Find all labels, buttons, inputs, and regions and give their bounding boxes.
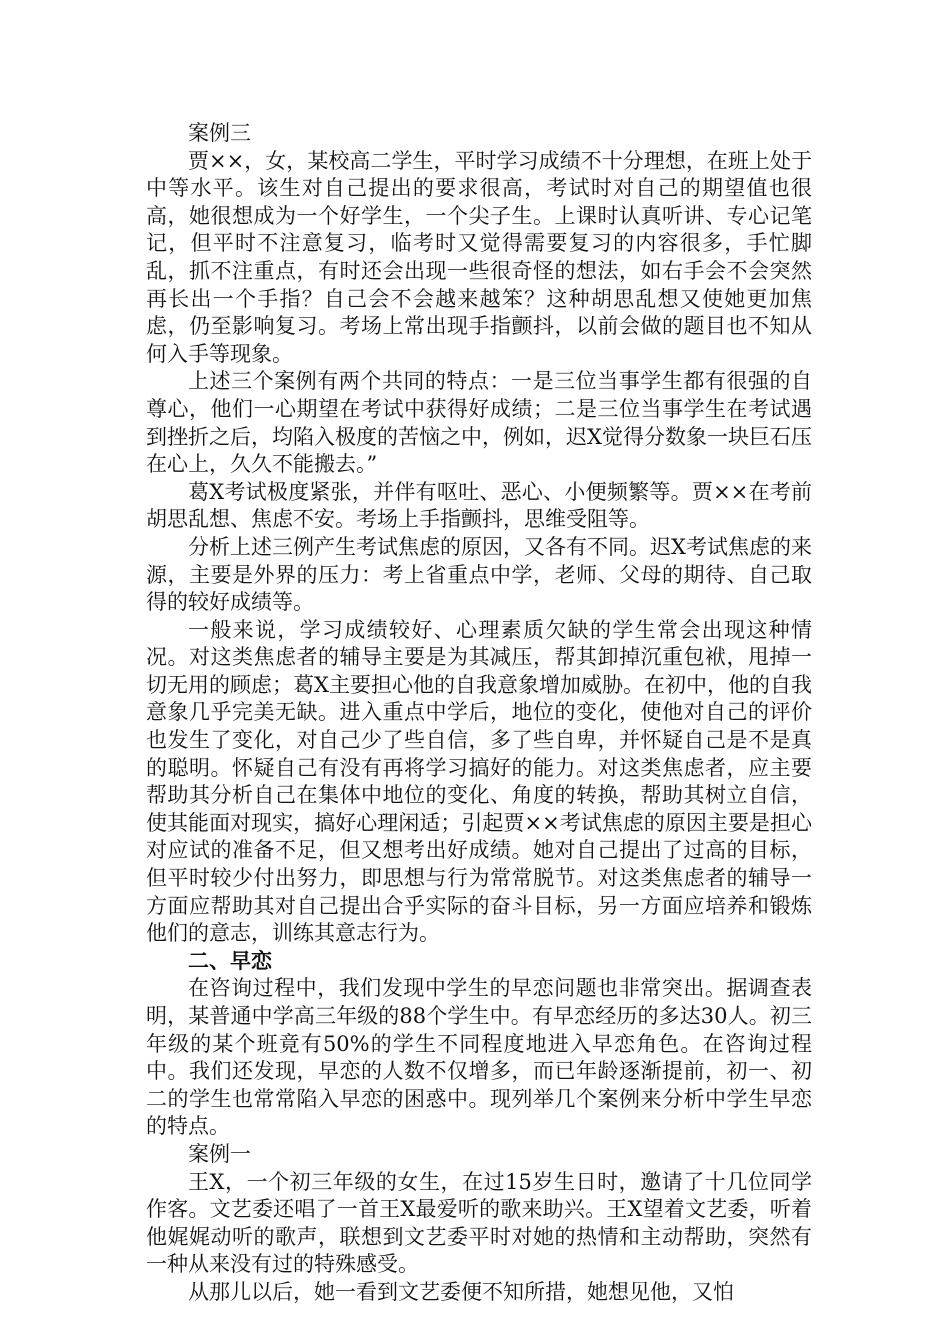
guidance-paragraph: 一般来说，学习成绩较好、心理素质欠缺的学生常会出现这种情况。对这类焦虑者的辅导主要是为其减压，帮其卸掉沉重包袱，甩掉一切无用的顾虑；葛X主要担心他的自我意象增加威胁。在初中，他的自我意象几乎完美无缺。进入重点中学后，地位的变化，使他对自己的评价也发生了变化，对自己少了些自信，多了些自卑，并怀疑自己是不是真的聪明。怀疑自己有没有再将学习搞好的能力。对这类焦虑者，应主要帮助其分析自己在集体中地位的变化、角度的转换，帮助其树立自信，使其能面对现实，搞好心理闲适；引起贾××考试焦虑的原因主要是担心对应试的准备不足，但又想考出好成绩。她对自己提出了过高的目标，但平时较少付出努力，即思想与行为常常脱节。对这类焦虑者的辅导一方面应帮助其对自己提出合乎实际的奋斗目标，另一方面应培养和锻炼他们的意志，训练其意志行为。 — [146, 617, 812, 946]
case1-continued: 从那儿以后，她一看到文艺委便不知所措，她想见他，又怕 — [188, 1279, 734, 1304]
analysis-paragraph: 分析上述三例产生考试焦虑的原因，又各有不同。迟X考试焦虑的来源，主要是外界的压力：考上省重点中学，老师、父母的期待、自己取得的较好成绩等。 — [146, 534, 812, 615]
case1-body: 王X，一个初三年级的女生，在过15岁生日时，邀请了十几位同学作客。文艺委还唱了一首王X最爱听的歌来助兴。王X望着文艺委，听着他娓娓动听的歌声，联想到文艺委平时对她的热情和主动帮助，突然有一种从来没有过的特殊感受。 — [146, 1169, 812, 1277]
summary-paragraph-2: 葛X考试极度紧张，并伴有呕吐、恶心、小便频繁等。贾××在考前胡思乱想、焦虑不安。考场上手指颤抖，思维受阻等。 — [146, 479, 812, 532]
section-2-heading: 二、早恋 — [188, 948, 272, 973]
document-page — [146, 120, 812, 1307]
case1-title: 案例一 — [188, 1141, 251, 1166]
section-2-intro: 在咨询过程中，我们发现中学生的早恋问题也非常突出。据调查表明，某普通中学高三年级的88个学生中。有早恋经历的多达30人。初三年级的某个班竟有50%的学生不同程度地进入早恋角色。在咨询过程中。我们还发现，早恋的人数不仅增多，而已年龄逐渐提前，初一、初二的学生也常常陷入早恋的困惑中。现列举几个案例来分析中学生早恋的特点。 — [146, 976, 812, 1139]
summary-paragraph-1: 上述三个案例有两个共同的特点：一是三位当事学生都有很强的自尊心，他们一心期望在考试中获得好成绩；二是三位当事学生在考试遇到挫折之后，均陷入极度的苦恼之中，例如，迟X觉得分数象一块巨石压在心上，久久不能搬去。” — [146, 369, 812, 477]
case3-title: 案例三 — [188, 121, 251, 145]
case3-body: 贾××，女，某校高二学生，平时学习成绩不十分理想，在班上处于中等水平。该生对自己提出的要求很高，考试时对自己的期望值也很高，她很想成为一个好学生，一个尖子生。上课时认真听讲、专心记笔记，但平时不注意复习，临考时又觉得需要复习的内容很多，手忙脚乱，抓不注重点，有时还会出现一些很奇怪的想法，如右手会不会突然再长出一个手指？自己会不会越来越笨？这种胡思乱想又使她更加焦虑，仍至影响复习。考场上常出现手指颤抖，以前会做的题目也不知从何入手等现象。 — [146, 148, 812, 366]
